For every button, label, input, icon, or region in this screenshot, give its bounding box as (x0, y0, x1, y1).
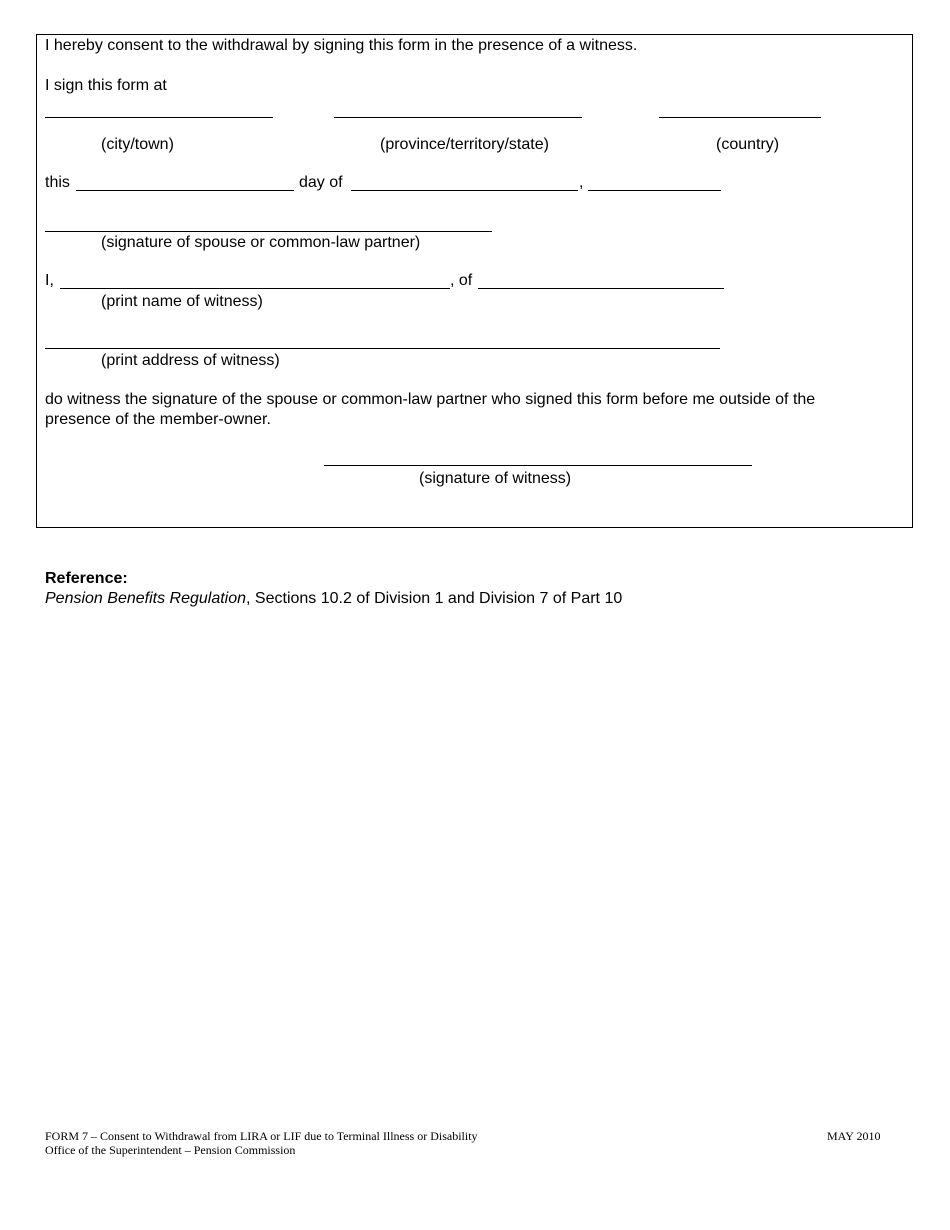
print-name-of-witness-label: (print name of witness) (101, 293, 263, 310)
city-town-label: (city/town) (101, 136, 174, 153)
witness-i-prefix: I, (45, 272, 54, 289)
month-field[interactable] (351, 174, 578, 191)
witness-signature-label: (signature of witness) (419, 470, 572, 487)
footer-date: MAY 2010 (827, 1129, 881, 1143)
reference-title: Reference: (45, 570, 128, 587)
witness-name-field[interactable] (60, 272, 450, 289)
city-town-field[interactable] (45, 117, 273, 118)
consent-intro-text: I hereby consent to the withdrawal by signing this form in the presence of a witness. (45, 37, 638, 54)
day-field[interactable] (76, 174, 294, 191)
reference-citation (45, 590, 622, 608)
footer-form-title: FORM 7 – Consent to Withdrawal from LIRA or LIF due to Terminal Illness or Disability (45, 1129, 478, 1143)
date-comma: , (579, 174, 584, 191)
witness-address-field[interactable] (45, 348, 720, 349)
sign-at-text: I sign this form at (45, 77, 167, 94)
footer-office: Office of the Superintendent – Pension Commission (45, 1143, 296, 1157)
spouse-signature-field[interactable] (45, 231, 492, 232)
print-address-of-witness-label: (print address of witness) (101, 352, 280, 369)
witness-signature-field[interactable] (324, 465, 752, 466)
country-field[interactable] (659, 117, 821, 118)
province-territory-state-label: (province/territory/state) (380, 136, 549, 153)
regulation-name: Pension Benefits Regulation (45, 590, 247, 607)
spouse-signature-label: (signature of spouse or common-law partner) (101, 234, 421, 251)
country-label: (country) (716, 136, 780, 153)
this-word: this (45, 174, 70, 191)
regulation-sections: , Sections 10.2 of Division 1 and Division 7 of Part 10 (246, 590, 623, 607)
witness-statement-line-2: presence of the member-owner. (45, 411, 271, 428)
province-territory-state-field[interactable] (334, 117, 582, 118)
witness-of-field[interactable] (478, 272, 724, 289)
year-field[interactable] (588, 174, 721, 191)
witness-of-word: , of (450, 272, 473, 289)
witness-statement-line-1: do witness the signature of the spouse or common-law partner who signed this form before me outside of the (45, 391, 816, 408)
day-of-word: day of (299, 174, 343, 191)
